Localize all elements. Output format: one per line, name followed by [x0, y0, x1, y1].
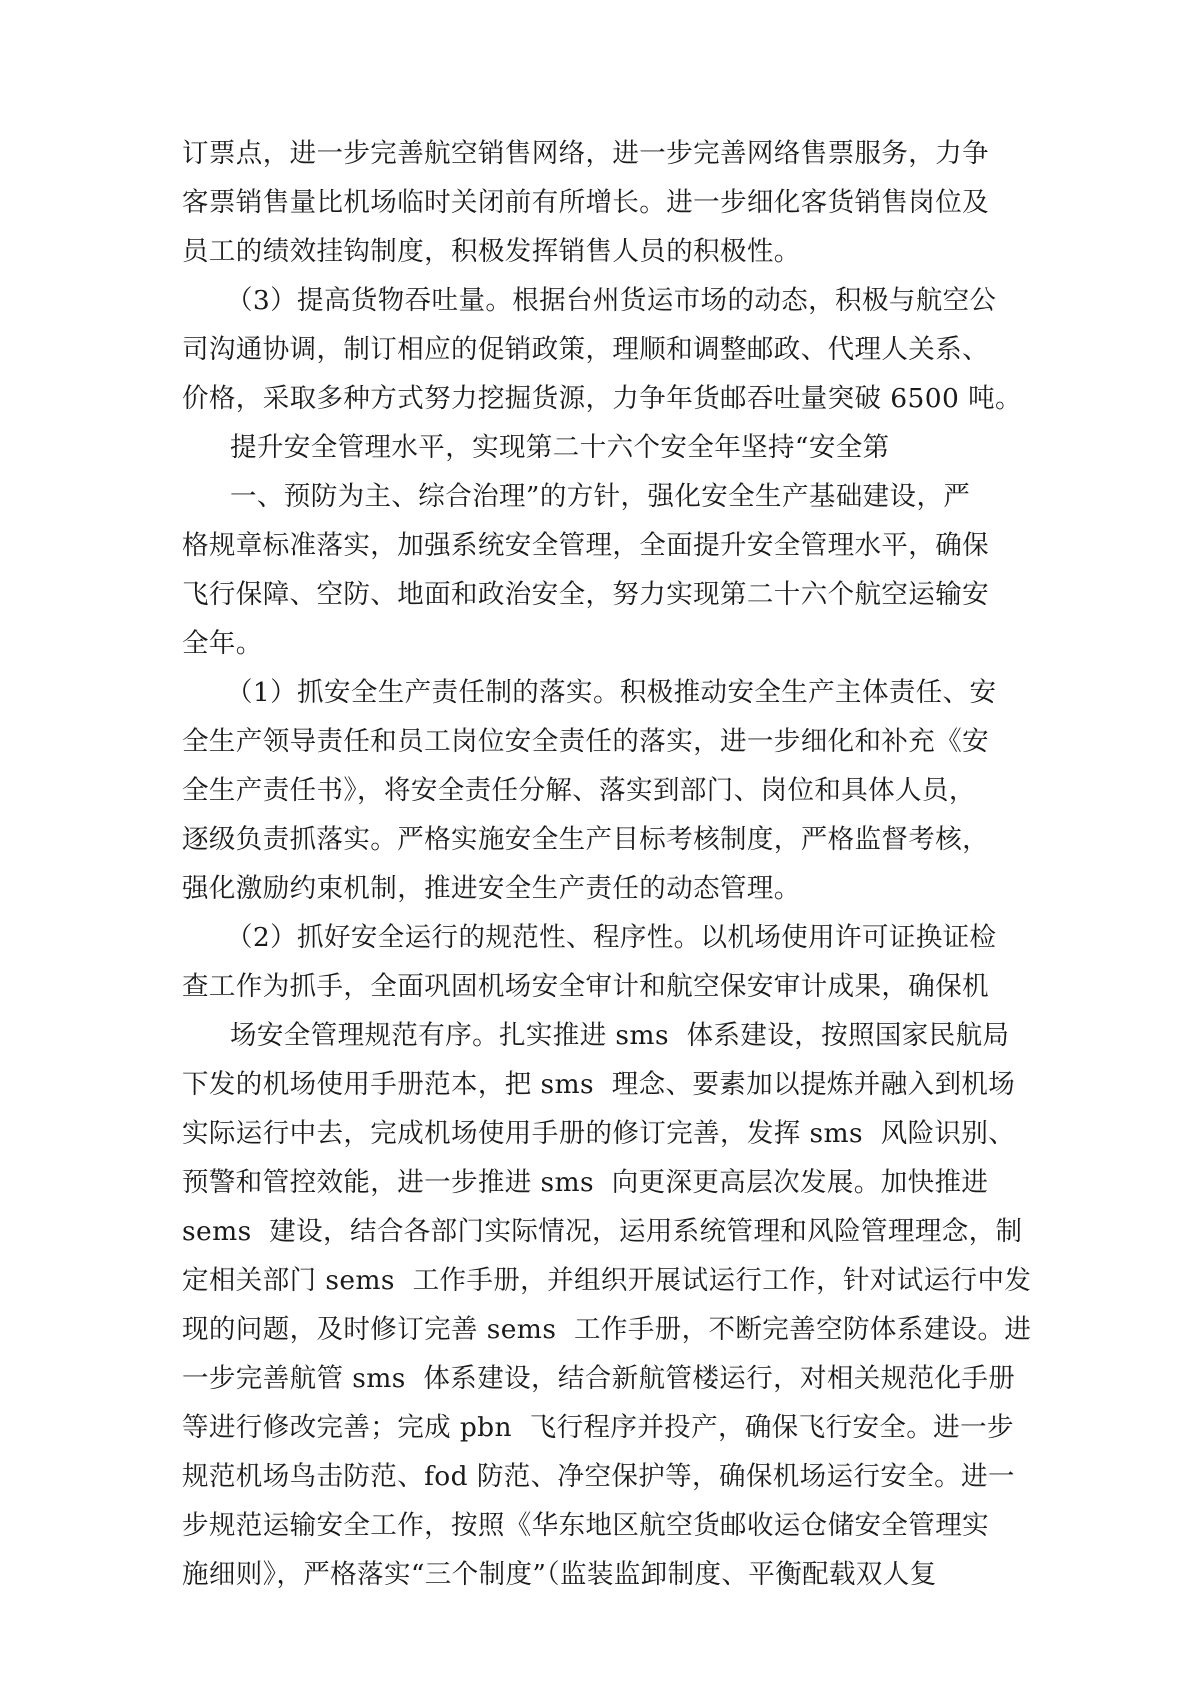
text-line: 步规范运输安全工作，按照《华东地区航空货邮收运仓储安全管理实 — [182, 1510, 989, 1541]
text-line: 司沟通协调，制订相应的促销政策，理顺和调整邮政、代理人关系、 — [182, 334, 989, 365]
text-line: 规范机场鸟击防范、fod 防范、净空保护等，确保机场运行安全。进一 — [182, 1461, 1015, 1492]
text-line: 全生产责任书》，将安全责任分解、落实到部门、岗位和具体人员， — [182, 775, 976, 806]
text-line: 场安全管理规范有序。扎实推进 sms 体系建设，按照国家民航局 — [230, 1020, 1010, 1051]
text-line: （2）抓好安全运行的规范性、程序性。以机场使用许可证换证检 — [226, 922, 997, 953]
text-line: 定相关部门 sems 工作手册，并组织开展试运行工作，针对试运行中发 — [182, 1265, 1032, 1296]
text-line: 全生产领导责任和员工岗位安全责任的落实，进一步细化和补充《安 — [182, 726, 989, 757]
text-line: 客票销售量比机场临时关闭前有所增长。进一步细化客货销售岗位及 — [182, 187, 989, 218]
text-line: 现的问题，及时修订完善 sems 工作手册，不断完善空防体系建设。进 — [182, 1314, 1032, 1345]
text-line: 全年。 — [182, 628, 263, 659]
text-line: （1）抓安全生产责任制的落实。积极推动安全生产主体责任、安 — [226, 677, 997, 708]
text-line: 员工的绩效挂钩制度，积极发挥销售人员的积极性。 — [182, 236, 801, 267]
text-line: sems 建设，结合各部门实际情况，运用系统管理和风险管理理念，制 — [182, 1216, 1023, 1247]
text-line: 飞行保障、空防、地面和政治安全，努力实现第二十六个航空运输安 — [182, 579, 989, 610]
text-line: 提升安全管理水平，实现第二十六个安全年坚持“安全第 — [230, 432, 890, 463]
text-line: 一、预防为主、综合治理”的方针，强化安全生产基础建设，严 — [230, 481, 971, 512]
text-line: 施细则》，严格落实“三个制度”（监装监卸制度、平衡配载双人复 — [182, 1559, 937, 1590]
text-line: 预警和管控效能，进一步推进 sms 向更深更高层次发展。加快推进 — [182, 1167, 989, 1198]
text-line: 查工作为抓手，全面巩固机场安全审计和航空保安审计成果，确保机 — [182, 971, 989, 1002]
text-line: 订票点，进一步完善航空销售网络，进一步完善网络售票服务，力争 — [182, 138, 989, 169]
text-line: 等进行修改完善；完成 pbn 飞行程序并投产，确保飞行安全。进一步 — [182, 1412, 1014, 1443]
text-line: 下发的机场使用手册范本，把 sms 理念、要素加以提炼并融入到机场 — [182, 1069, 1016, 1100]
text-line: 格规章标准落实，加强系统安全管理，全面提升安全管理水平，确保 — [182, 530, 989, 561]
text-line: 强化激励约束机制，推进安全生产责任的动态管理。 — [182, 873, 801, 904]
text-line: 价格，采取多种方式努力挖掘货源，力争年货邮吞吐量突破 6500 吨。 — [182, 383, 1022, 414]
text-line: 一步完善航管 sms 体系建设，结合新航管楼运行，对相关规范化手册 — [182, 1363, 1016, 1394]
text-line: 逐级负责抓落实。严格实施安全生产目标考核制度，严格监督考核， — [182, 824, 989, 855]
text-line: 实际运行中去，完成机场使用手册的修订完善，发挥 sms 风险识别、 — [182, 1118, 1016, 1149]
text-line: （3）提高货物吞吐量。根据台州货运市场的动态，积极与航空公 — [226, 285, 997, 316]
